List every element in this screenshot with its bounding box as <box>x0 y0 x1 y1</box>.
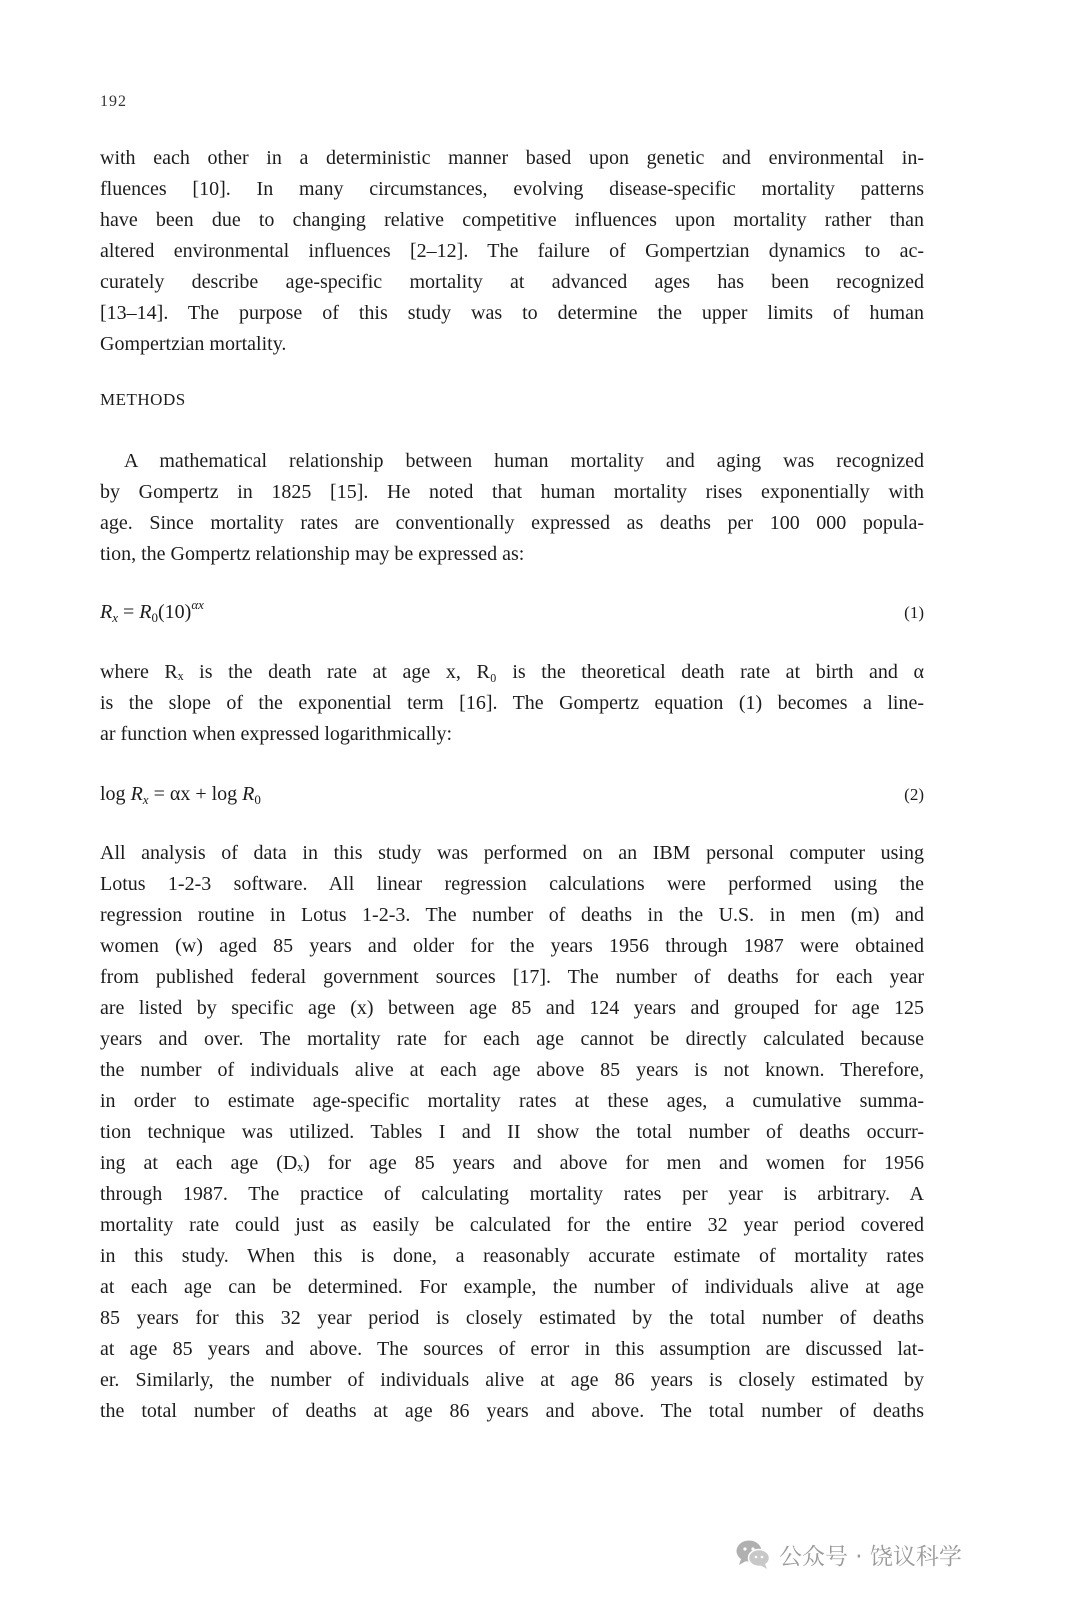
text-line: with each other in a deterministic manner based upon genetic and environmental in- <box>100 147 924 169</box>
text-line: fluences [10]. In many circumstances, evolving disease-specific mortality patterns <box>100 178 924 200</box>
text-line: mortality rate could just as easily be calculated for the entire 32 year period covered <box>100 1214 924 1236</box>
methods-paragraph-3 <box>100 838 924 1427</box>
equation-2-number: (2) <box>904 785 924 804</box>
text-line: altered environmental influences [2–12]. The failure of Gompertzian dynamics to ac- <box>100 240 924 262</box>
text-line: the total number of deaths at age 86 years and above. The total number of deaths <box>100 1400 924 1422</box>
methods-paragraph-2 <box>100 657 924 750</box>
text-line: by Gompertz in 1825 [15]. He noted that human mortality rises exponentially with <box>100 481 924 503</box>
text-line: in this study. When this is done, a reasonably accurate estimate of mortality rates <box>100 1245 924 1267</box>
text-line: [13–14]. The purpose of this study was to determine the upper limits of human <box>100 302 924 324</box>
text-line: at each age can be determined. For example, the number of individuals alive at age <box>100 1276 924 1298</box>
methods-paragraph-1 <box>100 446 924 570</box>
text-line: Lotus 1-2-3 software. All linear regression calculations were performed using the <box>100 873 924 895</box>
text-line: years and over. The mortality rate for each age cannot be directly calculated because <box>100 1028 924 1050</box>
equation-1-body: $R_x = R_0(10)^{\alpha x}$ <box>100 597 204 625</box>
text-line: regression routine in Lotus 1-2-3. The number of deaths in the U.S. in men (m) and <box>100 904 924 926</box>
text-line: where Rₓ is the death rate at age x, R₀ is the theoretical death rate at birth and α <box>100 661 924 683</box>
wechat-icon <box>735 1538 771 1570</box>
text-line: are listed by specific age (x) between age 85 and 124 years and grouped for age 125 <box>100 997 924 1019</box>
text-line: through 1987. The practice of calculating mortality rates per year is arbitrary. A <box>100 1183 924 1205</box>
text-line: Gompertzian mortality. <box>100 333 287 355</box>
text-line: er. Similarly, the number of individuals alive at age 86 years is closely estimated by <box>100 1369 924 1391</box>
equation-1-number: (1) <box>904 603 924 622</box>
text-line: tion, the Gompertz relationship may be expressed as: <box>100 543 525 565</box>
text-line: tion technique was utilized. Tables I and II show the total number of deaths occurr- <box>100 1121 924 1143</box>
text-line: women (w) aged 85 years and older for the years 1956 through 1987 were obtained <box>100 935 924 957</box>
page-number: 192 <box>100 93 127 110</box>
equation-2-body: $\log R_x = \alpha x + \log R_0$ <box>100 783 261 807</box>
text-line: at age 85 years and above. The sources of error in this assumption are discussed lat- <box>100 1338 924 1360</box>
intro-paragraph <box>100 143 924 360</box>
text-line: have been due to changing relative competitive influences upon mortality rather than <box>100 209 924 231</box>
text-line: A mathematical relationship between human mortality and aging was recognized <box>124 450 924 472</box>
text-line: in order to estimate age-specific mortality rates at these ages, a cumulative summa- <box>100 1090 924 1112</box>
text-line: is the slope of the exponential term [16]. The Gompertz equation (1) becomes a line- <box>100 692 924 714</box>
watermark-text: 公众号 · 饶议科学 <box>779 1543 962 1570</box>
text-line: age. Since mortality rates are conventionally expressed as deaths per 100 000 popula- <box>100 512 924 534</box>
text-line: 85 years for this 32 year period is closely estimated by the total number of deaths <box>100 1307 924 1329</box>
methods-heading: METHODS <box>100 390 186 409</box>
text-line: curately describe age-specific mortality at advanced ages has been recognized <box>100 271 924 293</box>
text-line: ing at each age (Dₓ) for age 85 years and above for men and women for 1956 <box>100 1152 924 1174</box>
text-line: the number of individuals alive at each age above 85 years is not known. Therefore, <box>100 1059 924 1081</box>
text-line: ar function when expressed logarithmically: <box>100 723 453 745</box>
text-line: All analysis of data in this study was performed on an IBM personal computer using <box>100 842 924 864</box>
text-line: from published federal government sources [17]. The number of deaths for each year <box>100 966 924 988</box>
watermark <box>735 1534 962 1574</box>
